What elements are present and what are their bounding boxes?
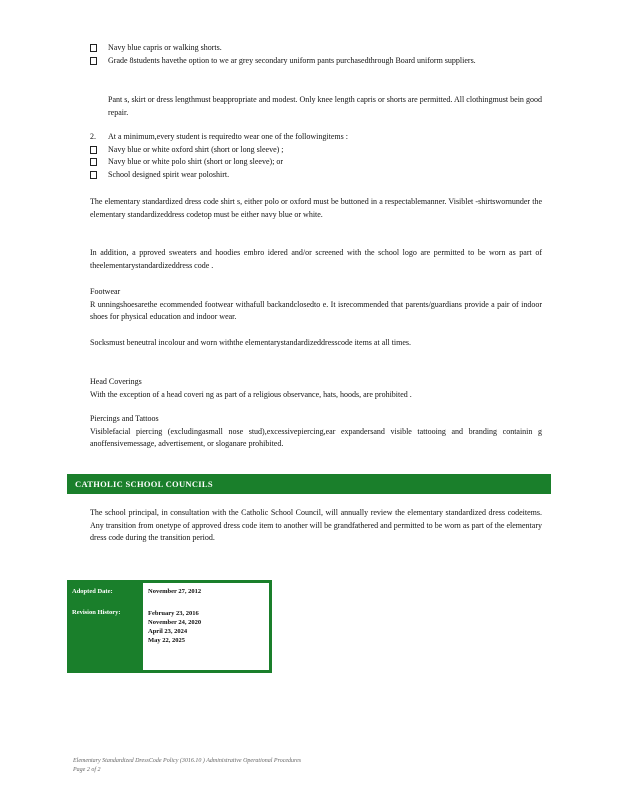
numbered-item: 2. At a minimum,every student is requiredto wear one of the followingitems : [90,132,348,141]
footwear-heading: Footwear [90,287,121,296]
revision-history-label: Revision History: [72,609,121,616]
section-banner: CATHOLIC SCHOOL COUNCILS [67,474,551,494]
shirt-rules-paragraph: The elementary standardized dress code shirt s, either polo or oxford must be buttoned in a respectablemanner. Visiblet -shirtswornunder the elementary standardizeddress codetop must be either navy blue or white. [90,197,542,219]
sweaters-paragraph: In addition, a pproved sweaters and hoodies embro idered and/or screened with the school logo are permitted to be worn as part of theelementarystandardizeddress code . [90,248,542,270]
revision-date: November 24, 2020 [148,619,202,626]
checkbox-bullet-icon [90,57,97,65]
head-coverings-heading: Head Coverings [90,377,142,386]
piercings-heading: Piercings and Tattoos [90,414,159,423]
footer-page-number: Page 2 of 2 [73,767,101,773]
checkbox-bullet-icon [90,44,97,52]
adopted-date-label: Adopted Date: [72,588,113,595]
footer-policy-title: Elementary Standardized DressCode Policy (3016.10 ) Administrative Operational Procedures [73,758,302,764]
adopted-date-value: November 27, 2012 [148,588,202,595]
revision-date: May 22, 2025 [148,637,186,644]
revision-date: April 23, 2024 [148,628,188,635]
bullet-item: Navy blue or white oxford shirt (short or long sleeve) ; [90,144,542,157]
pants-note: Pant s, skirt or dress lengthmust beappropriate and modest. Only knee length capris or shorts are permitted. All clothingmust bein good repair. [108,95,542,117]
bullet-item: Navy blue or white polo shirt (short or long sleeve); or [90,156,542,169]
revision-values [143,583,269,670]
checkbox-bullet-icon [90,158,97,166]
checkbox-bullet-icon [90,171,97,179]
uniform-bullets-top [90,42,542,67]
piercings-section: Piercings and Tattoos Visiblefacial piercing (excludingasmall nose stud),excessivepiercing,ear expandersand visible tattooing and branding containin g anoffensivemessage, advertisement, or sloganare prohibited. [90,414,542,448]
head-coverings-section: Head Coverings With the exception of a head coveri ng as part of a religious observance, hats, hoods, are prohibited . [90,376,542,401]
page-footer [73,757,301,775]
footwear-section: Footwear R unningshoesarethe ecommended footwear withafull backandclosedto e. It isrecommended that parents/guardians provide a pair of indoor shoes for physical education and indoor wear. [90,287,542,321]
council-paragraph: The school principal, in consultation with the Catholic School Council, will annually review the elementary standardized dress codeitems. Any transition from onetype of approved dress code item to another will be grandfathered and permitted to be worn as part of the elementary dress code during the transition period. [90,508,542,542]
revision-table [67,580,272,673]
shirt-requirement [90,131,542,181]
bullet-item: School designed spirit wear poloshirt. [90,169,542,182]
checkbox-bullet-icon [90,146,97,154]
revision-date: February 23, 2016 [148,610,199,617]
socks-paragraph: Socksmust beneutral incolour and worn withthe elementarystandardizeddresscode items at all times. [90,338,412,347]
bullet-item: Navy blue capris or walking shorts. [90,42,542,55]
bullet-item: Grade 8students havethe option to we ar grey secondary uniform pants purchasedthrough Board uniform suppliers. [90,55,542,68]
